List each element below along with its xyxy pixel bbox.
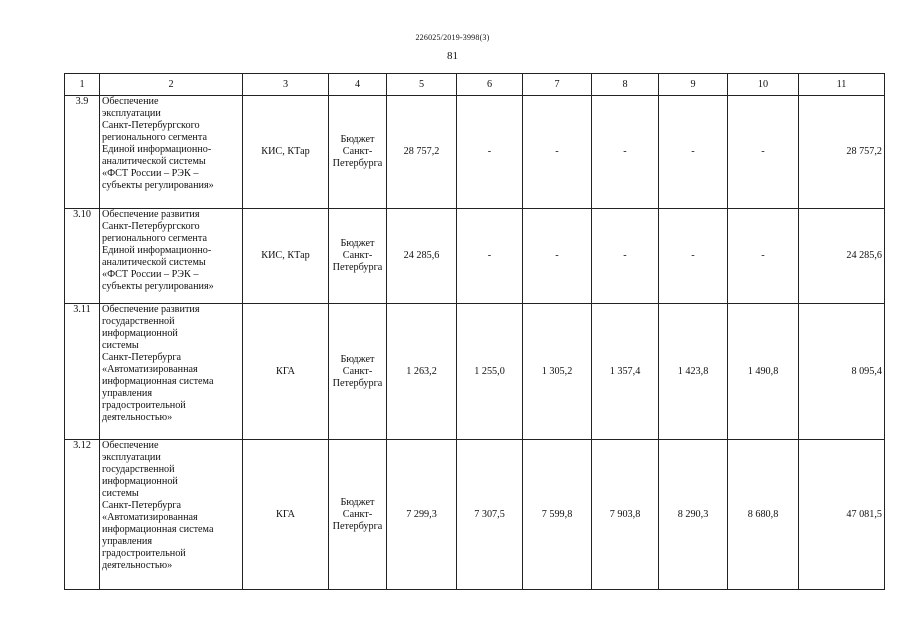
row-value: - [659, 96, 728, 209]
column-header: 2 [100, 74, 243, 96]
row-value: 8 680,8 [728, 440, 799, 590]
row-value: - [592, 96, 659, 209]
row-value: - [457, 209, 523, 304]
row-value: 1 490,8 [728, 304, 799, 440]
row-value: 24 285,6 [387, 209, 457, 304]
table-row [65, 440, 885, 590]
table-header-row [65, 74, 885, 96]
row-value: 1 357,4 [592, 304, 659, 440]
column-header: 10 [728, 74, 799, 96]
row-total: 28 757,2 [799, 96, 885, 209]
row-value: - [659, 209, 728, 304]
row-value: - [592, 209, 659, 304]
row-activity-name: Обеспечение эксплуатации государственной информационной системы Санкт-Петербурга «Автоматизированная информационная система управления градостроительной деятельностью» [100, 440, 243, 590]
column-header: 6 [457, 74, 523, 96]
row-executor: КГА [243, 440, 329, 590]
row-value: - [728, 96, 799, 209]
row-funding-source: Бюджет Санкт- Петербурга [329, 96, 387, 209]
row-value: 7 307,5 [457, 440, 523, 590]
page-number: 81 [447, 50, 458, 62]
row-activity-name: Обеспечение развития государственной информационной системы Санкт-Петербурга «Автоматизированная информационная система управления градостроительной деятельностью» [100, 304, 243, 440]
row-value: 1 263,2 [387, 304, 457, 440]
row-value: 28 757,2 [387, 96, 457, 209]
column-header: 8 [592, 74, 659, 96]
row-value: - [728, 209, 799, 304]
row-number: 3.10 [65, 209, 100, 304]
column-header: 5 [387, 74, 457, 96]
table-row [65, 96, 885, 209]
row-value: - [457, 96, 523, 209]
row-executor: КИС, КТар [243, 96, 329, 209]
column-header: 1 [65, 74, 100, 96]
row-value: - [523, 96, 592, 209]
row-activity-name: Обеспечение эксплуатации Санкт-Петербургского регионального сегмента Единой информационно- аналитической системы «ФСТ России – РЭК – субъекты регулирования» [100, 96, 243, 209]
row-executor: КГА [243, 304, 329, 440]
row-number: 3.12 [65, 440, 100, 590]
row-total: 47 081,5 [799, 440, 885, 590]
row-total: 24 285,6 [799, 209, 885, 304]
table-row [65, 209, 885, 304]
column-header: 9 [659, 74, 728, 96]
row-value: 7 599,8 [523, 440, 592, 590]
program-table [64, 73, 885, 590]
row-executor: КИС, КТар [243, 209, 329, 304]
row-value: 1 305,2 [523, 304, 592, 440]
row-value: 7 299,3 [387, 440, 457, 590]
row-total: 8 095,4 [799, 304, 885, 440]
column-header: 7 [523, 74, 592, 96]
column-header: 3 [243, 74, 329, 96]
row-value: - [523, 209, 592, 304]
row-value: 1 423,8 [659, 304, 728, 440]
row-value: 7 903,8 [592, 440, 659, 590]
row-value: 8 290,3 [659, 440, 728, 590]
document-id: 226025/2019-3998(3) [415, 33, 490, 42]
row-activity-name: Обеспечение развития Санкт-Петербургского регионального сегмента Единой информационно- аналитической системы «ФСТ России – РЭК – субъекты регулирования» [100, 209, 243, 304]
row-number: 3.9 [65, 96, 100, 209]
row-funding-source: Бюджет Санкт- Петербурга [329, 440, 387, 590]
row-value: 1 255,0 [457, 304, 523, 440]
row-funding-source: Бюджет Санкт- Петербурга [329, 304, 387, 440]
row-number: 3.11 [65, 304, 100, 440]
table-row [65, 304, 885, 440]
column-header: 11 [799, 74, 885, 96]
column-header: 4 [329, 74, 387, 96]
row-funding-source: Бюджет Санкт- Петербурга [329, 209, 387, 304]
